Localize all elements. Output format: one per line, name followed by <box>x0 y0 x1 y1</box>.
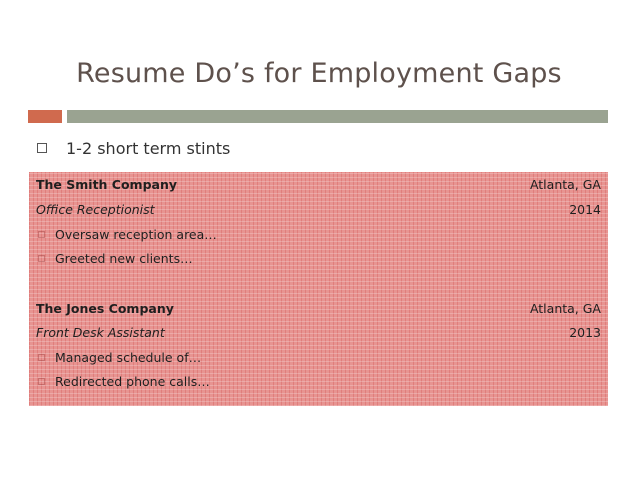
job-year: 2014 <box>569 201 601 217</box>
job-role-row <box>36 199 601 219</box>
duty-text: Managed schedule of… <box>55 349 202 365</box>
resume-example-panel <box>29 172 608 406</box>
duty-bullet-icon <box>38 255 45 262</box>
bullet-item <box>37 137 230 159</box>
job-location: Atlanta, GA <box>529 176 601 192</box>
job-duty <box>36 248 601 268</box>
duty-bullet-icon <box>38 231 45 238</box>
duty-text: Redirected phone calls… <box>55 373 210 389</box>
company-name: The Jones Company <box>36 300 174 316</box>
job-location: Atlanta, GA <box>529 300 601 316</box>
job-year: 2013 <box>569 324 601 340</box>
job-header <box>36 298 601 318</box>
company-name: The Smith Company <box>36 176 178 192</box>
job-duty <box>36 371 601 391</box>
job-header <box>36 174 601 194</box>
job-title: Front Desk Assistant <box>36 324 165 340</box>
square-bullet-icon <box>37 143 47 153</box>
duty-text: Greeted new clients… <box>55 250 193 266</box>
duty-text: Oversaw reception area… <box>55 226 217 242</box>
duty-bullet-icon <box>38 354 45 361</box>
title-rule-bar <box>67 110 608 123</box>
job-duty <box>36 224 601 244</box>
bullet-text: 1-2 short term stints <box>66 138 231 158</box>
job-role-row <box>36 322 601 342</box>
job-duty <box>36 347 601 367</box>
duty-bullet-icon <box>38 378 45 385</box>
job-title: Office Receptionist <box>36 201 155 217</box>
slide-title: Resume Do’s for Employment Gaps <box>76 58 562 89</box>
title-accent-bar <box>28 110 62 123</box>
